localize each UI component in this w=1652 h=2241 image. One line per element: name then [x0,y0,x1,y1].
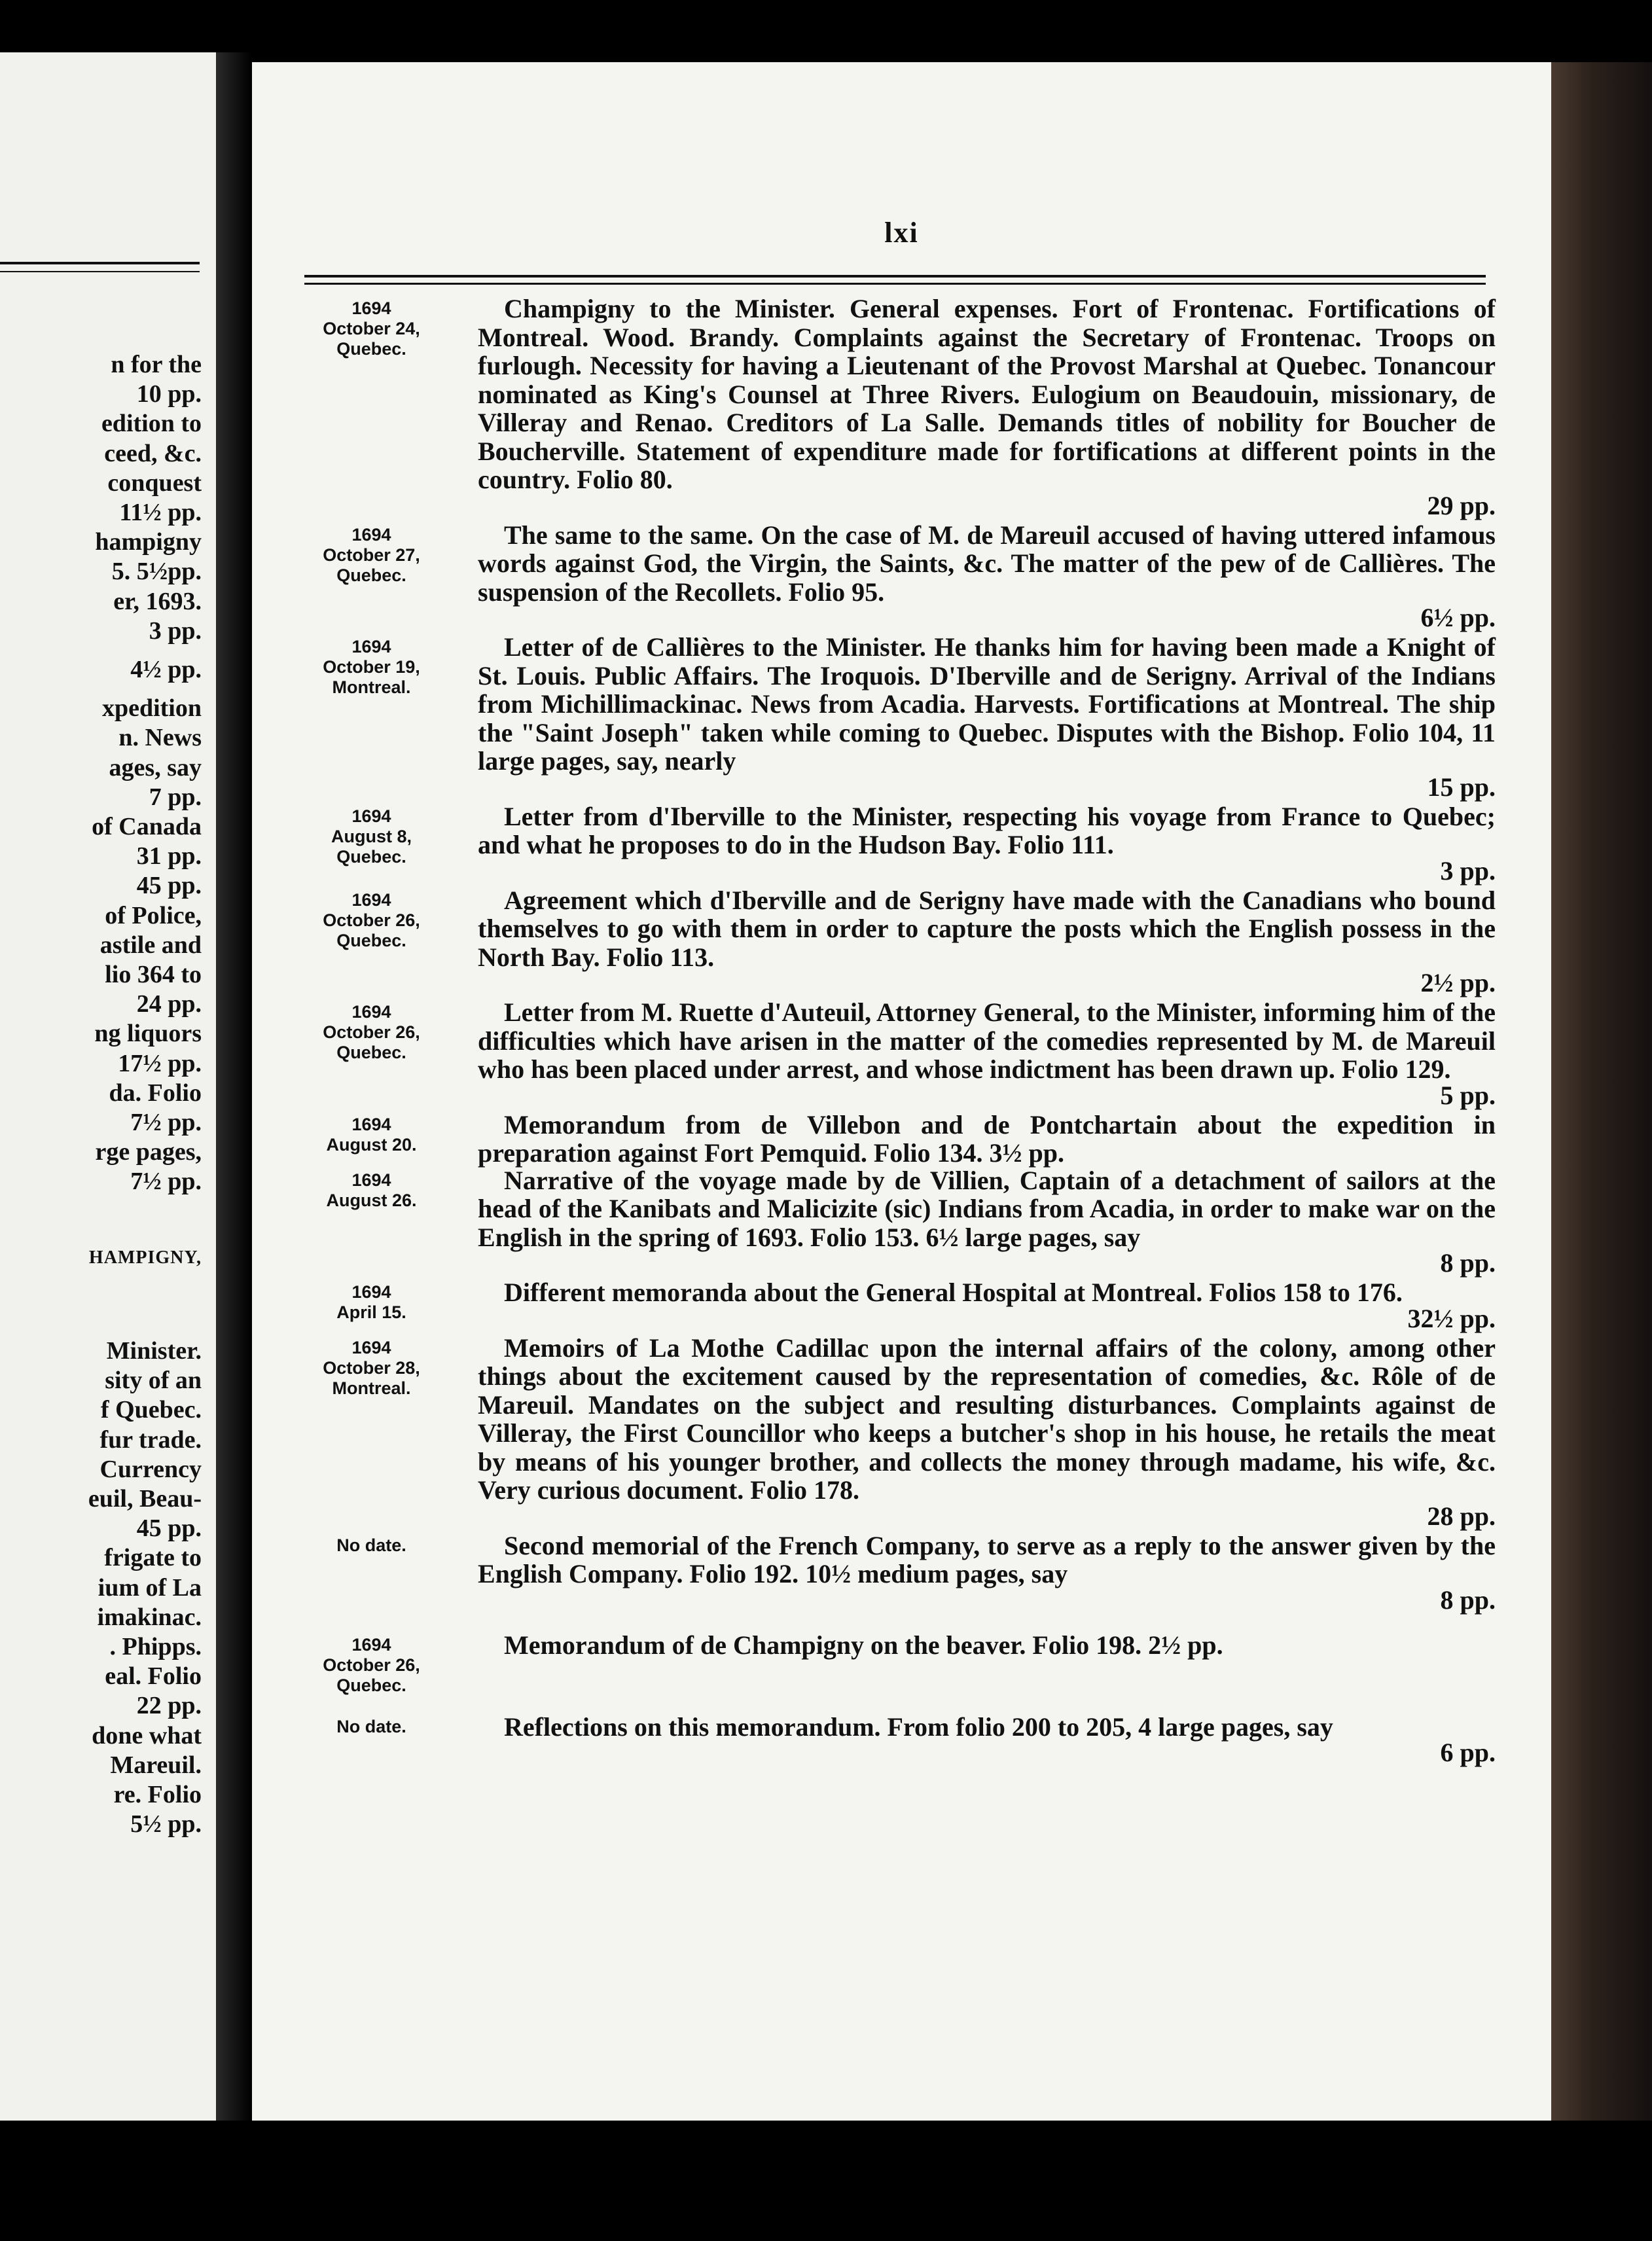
left-line: n for the [111,351,202,378]
entry-year: 1694 [351,1282,391,1302]
left-line: lio 364 to [105,961,202,989]
entry-day: October 26, [323,910,420,930]
left-line: Minister. [106,1336,202,1365]
entry-year: 1694 [351,889,391,910]
entry-date [272,886,471,997]
entry-place: Montreal. [332,677,411,697]
left-line: imakinac. [97,1603,202,1631]
left-line: xpedition [101,694,202,723]
left-line: fur trade. [99,1425,202,1454]
left-line: ceed, &c. [104,439,202,467]
entry-year: 1694 [351,1337,391,1357]
entry-date [272,521,471,632]
calendar-entry [272,1278,1496,1333]
entry-pages: 29 pp. [1427,490,1496,520]
left-facing-page [0,52,216,2121]
calendar-entry [272,1532,1496,1614]
entry-date [272,1166,471,1278]
entry-pages: 3 pp. [1440,855,1496,886]
entry-year: 1694 [351,524,391,545]
left-line: 11½ pp. [119,499,202,527]
header-rule [304,275,1486,285]
entry-date [272,1278,471,1333]
entry-date [272,1111,471,1165]
left-line: sity of an [105,1367,202,1395]
book-right-edge [1551,62,1652,2121]
left-line: of Canada [92,813,202,841]
left-line: re. Folio [113,1780,202,1808]
calendar-entry [272,1109,1496,1168]
calendar-entry [272,1334,1496,1530]
left-line: astile and [99,931,202,959]
entry-pages: 8 pp. [1440,1585,1496,1615]
left-line: 5. 5½pp. [111,558,202,586]
entry-date [272,1631,471,1696]
left-line: 4½ pp. [130,656,202,684]
left-line: f Quebec. [100,1396,202,1424]
calendar-entry [272,521,1496,632]
entry-text: Agreement which d'Iberville and de Serigny have made with the Canadians who bound themselves to go with them in order to capture the posts which the English possess in the North Bay. Folio 113. [478,885,1496,972]
left-line: 5½ pp. [130,1810,202,1838]
entry-day: October 28, [323,1357,420,1378]
entry-text: Letter of de Callières to the Minister. He thanks him for having been made a Knight of St. Louis. Public Affairs. The Iroquois. D'Iberville and de Serigny. Arrival of the Indians from Michillimackinac. News from Acadia. Harvests. Fortifications at Montreal. The ship the "Saint Joseph" taken while coming to Quebec. Disputes with the Bishop. Folio 104, 11 large pages, say, nearly [478,632,1496,776]
entry-date [272,998,471,1109]
left-line: 31 pp. [136,842,202,870]
left-line: er, 1693. [113,587,202,615]
left-line: Mareuil. [110,1751,202,1779]
entry-pages: 15 pp. [1427,772,1496,802]
entry-year: 1694 [351,1002,391,1022]
entry-day: April 15. [336,1302,406,1322]
entry-day: No date. [336,1535,406,1555]
entry-text: Memoirs of La Mothe Cadillac upon the internal affairs of the colony, among other things about the excitement caused by the representation of comedies, &c. Rôle of de Mareuil. Mandates on the subject and resulting disturbances. Complaints against de Villeray, the First Councillor who keeps a butcher's shop in his house, he retails the meat by means of his younger brother, and collects the money through madame, his wife, &c. Very curious document. Folio 178. [478,1333,1496,1505]
entry-pages: 2½ pp. [1420,968,1496,997]
left-page-rule [0,262,200,272]
entry-date [272,295,471,520]
entry-pages: 32½ pp. [1407,1303,1496,1333]
left-line: 3 pp. [149,617,202,645]
entry-day: October 27, [323,545,420,565]
calendar-entry [272,1713,1496,1767]
entry-text: Champigny to the Minister. General expenses. Fort of Frontenac. Fortifications of Montreal. Wood. Brandy. Complaints against the Secretary of Frontenac. Troops on furlough. Necessity for having a Lieutenant of the Provost Marshal at Quebec. Tonancour nominated as King's Counsel at Three Rivers. Eulogium on Beaudouin, missionary, de Villeray and Renao. Creditors of La Salle. Demands titles of nobility for Boucher de Boucherville. Statement of expenditure made for fortifications at different points in the country. Folio 80. [478,294,1496,494]
entry-place: Quebec. [336,846,406,867]
entry-text: Letter from M. Ruette d'Auteuil, Attorney General, to the Minister, informing him of the difficulties which have arisen in the matter of the comedies represented by M. de Mareuil who has been placed under arrest, and whose indictment has been drawn up. Folio 129. [478,997,1496,1084]
entry-day: August 8, [331,826,412,846]
calendar-entry [272,1166,1496,1278]
left-line: done what [92,1721,202,1749]
left-line: ium of La [98,1573,202,1602]
left-line: ages, say [109,753,202,781]
left-line: frigate to [104,1544,202,1572]
entry-year: 1694 [351,1634,391,1655]
left-line: . Phipps. [109,1632,202,1660]
calendar-entry [272,295,1496,520]
entry-day: October 24, [323,319,420,338]
entry-text: Second memorial of the French Company, to serve as a reply to the answer given by the English Company. Folio 192. 10½ medium pages, say [478,1530,1496,1588]
entry-text: Memorandum from de Villebon and de Pontchartain about the expedition in preparation against Fort Pemquid. Folio 134. 3½ pp. [478,1109,1496,1168]
entry-pages: 8 pp. [1440,1248,1496,1278]
calendar-entries [272,295,1496,1768]
entry-text: Different memoranda about the General Hospital at Montreal. Folios 158 to 176. [504,1278,1403,1307]
left-line: 7½ pp. [130,1168,202,1196]
left-line: 10 pp. [136,380,202,408]
entry-text: The same to the same. On the case of M. de Mareuil accused of having uttered infamous words against God, the Virgin, the Saints, &c. The matter of the pew of de Callières. The suspension of the Recollets. Folio 95. [478,520,1496,607]
entry-year: 1694 [351,1170,391,1190]
entry-place: Quebec. [336,930,406,950]
left-line: ng liquors [94,1020,202,1048]
entry-day: October 19, [323,657,420,677]
calendar-entry [272,1631,1496,1696]
book-gutter [216,52,252,2121]
left-line: rge pages, [95,1138,202,1166]
entry-pages: 6½ pp. [1420,603,1496,632]
left-line: hampigny [95,528,202,556]
left-heading: HAMPIGNY, [88,1247,202,1268]
entry-year: 1694 [351,1114,391,1134]
left-page-text [88,350,202,1839]
left-line: euil, Beau- [88,1484,202,1513]
left-line: 24 pp. [136,990,202,1018]
entry-text: Narrative of the voyage made by de Villien, Captain of a detachment of sailors at the head of the Kanibats and Malicizite (sic) Indians from Acadia, in order to make war on the English in the spring of 1693. Folio 153. 6½ large pages, say [478,1165,1496,1252]
left-line: 22 pp. [136,1692,202,1720]
entry-pages: 5 pp. [1440,1080,1496,1110]
calendar-entry [272,998,1496,1109]
left-line: Currency [99,1455,202,1483]
entry-pages: 6 pp. [1440,1738,1496,1767]
entry-text: Letter from d'Iberville to the Minister, respecting his voyage from France to Quebec; and what he proposes to do in the Hudson Bay. Folio 111. [478,801,1496,859]
left-line: 7 pp. [149,783,202,811]
left-line: conquest [107,469,202,497]
left-line: of Police, [105,901,202,929]
entry-day: October 26, [323,1022,420,1042]
entry-year: 1694 [351,298,391,318]
left-line: da. Folio [109,1079,202,1107]
entry-date [272,1532,471,1614]
entry-pages: 28 pp. [1427,1501,1496,1531]
entry-text: Reflections on this memorandum. From folio 200 to 205, 4 large pages, say [504,1712,1333,1742]
entry-date [272,1713,471,1767]
entry-day: August 26. [326,1190,417,1210]
entry-place: Montreal. [332,1378,411,1398]
entry-place: Quebec. [336,1043,406,1062]
entry-place: Quebec. [336,1675,406,1695]
entry-day: No date. [336,1716,406,1736]
calendar-entry [272,886,1496,997]
entry-year: 1694 [351,637,391,656]
entry-day: August 20. [326,1134,417,1155]
left-line: 45 pp. [136,872,202,900]
entry-place: Quebec. [336,565,406,585]
left-line: eal. Folio [105,1662,202,1691]
left-line: edition to [101,410,202,438]
left-line: 7½ pp. [130,1109,202,1137]
entry-date [272,802,471,885]
calendar-entry [272,633,1496,801]
page-number: lxi [884,217,919,249]
left-line: 17½ pp. [118,1049,202,1077]
entry-day: October 26, [323,1655,420,1675]
entry-text: Memorandum of de Champigny on the beaver. Folio 198. 2½ pp. [504,1630,1223,1660]
entry-date [272,1334,471,1530]
left-line: 45 pp. [136,1515,202,1543]
calendar-entry [272,802,1496,885]
entry-place: Quebec. [336,339,406,359]
entry-date [272,633,471,801]
entry-year: 1694 [351,806,391,826]
left-line: n. News [118,724,202,752]
main-page [252,62,1551,2121]
